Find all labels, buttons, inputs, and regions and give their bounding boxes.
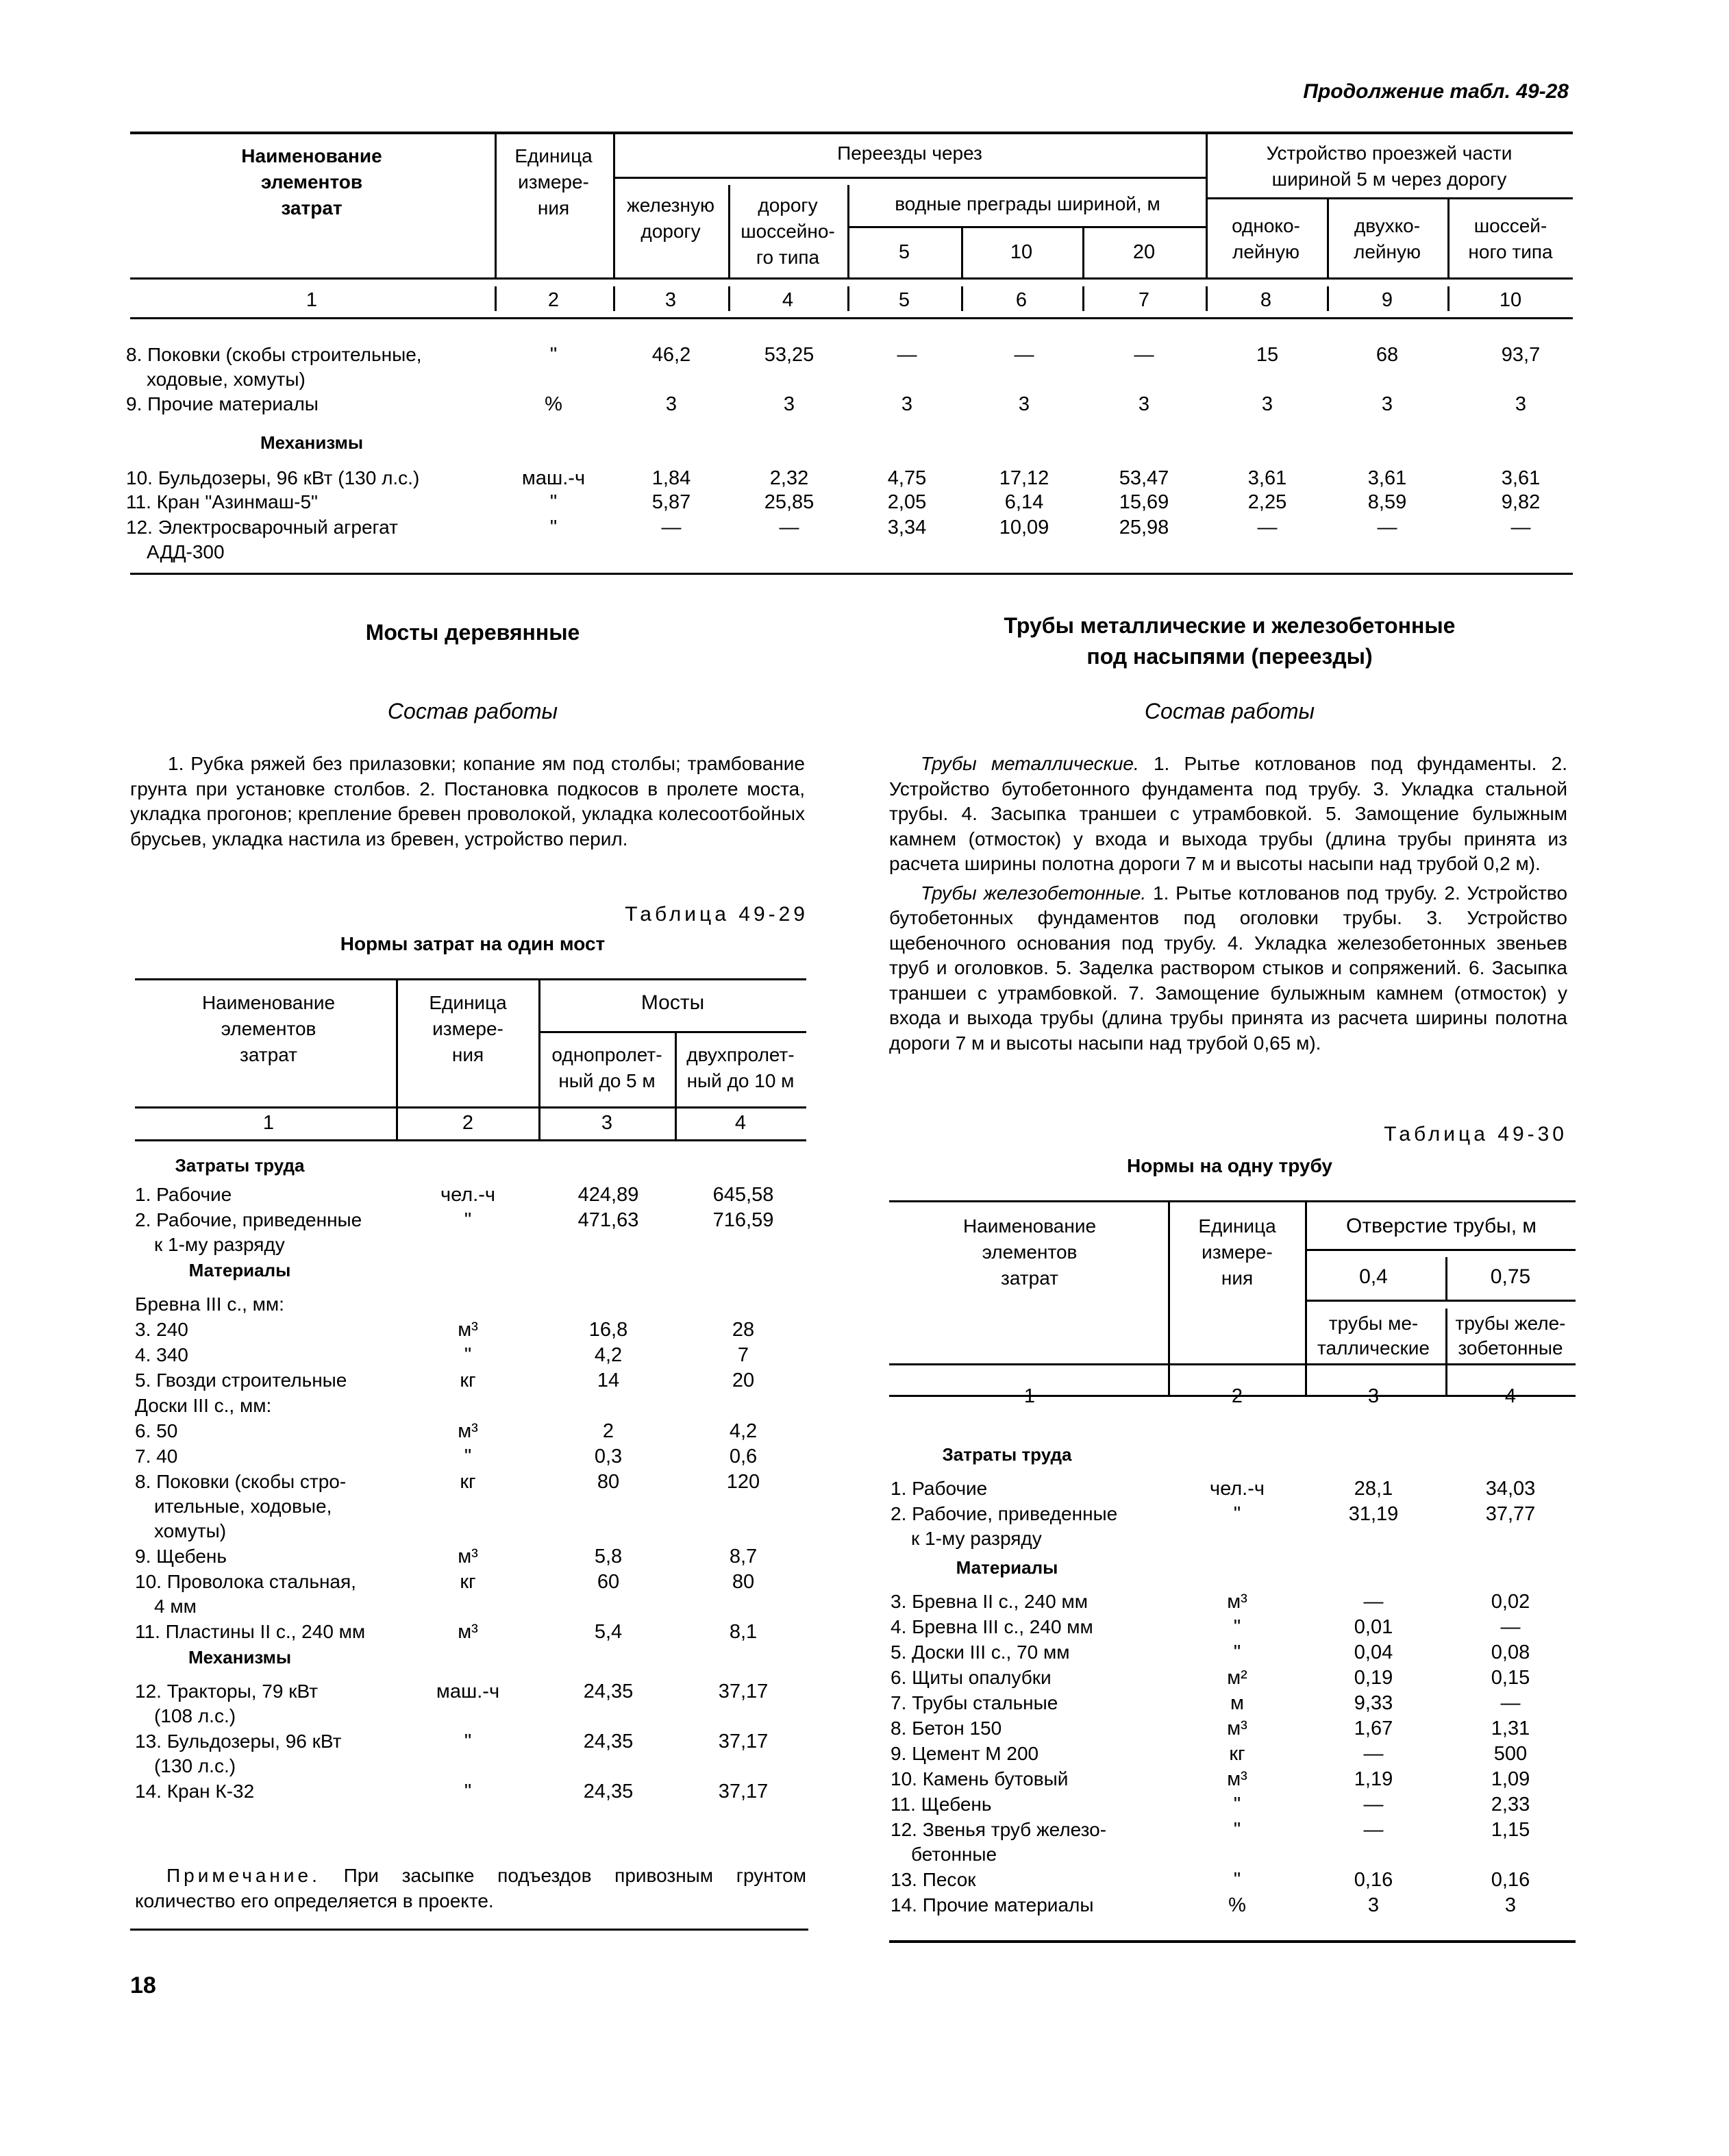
right-row-name: к 1-му разряду	[911, 1528, 1042, 1549]
right-row-name: 7. Трубы стальные	[891, 1692, 1058, 1713]
right-row-value: 0,16	[1354, 1869, 1393, 1891]
right-row-name: 4. Бревна III с., 240 мм	[891, 1616, 1093, 1637]
left-section-header: Затраты труда	[175, 1155, 305, 1176]
right-title-line-2: под насыпями (переезды)	[1086, 644, 1373, 669]
top-h-name: элементов	[260, 171, 363, 193]
top-h-width: 10	[1010, 241, 1033, 263]
left-col-num: 2	[462, 1112, 474, 1134]
right-row-unit: %	[1228, 1894, 1246, 1916]
top-row-value: 3	[665, 393, 677, 415]
right-work-text	[889, 752, 1567, 1056]
left-row-name: (130 л.с.)	[154, 1755, 236, 1776]
rc-text: 1. Рытье котлованов под трубу. 2. Устройство бутобетонных фундаментов под оголовки трубы. 3. Устройство щебеночного основания под трубу. 4. Укладка железобетонных звеньев труб и оголовков. 5. Заделка раствором стыков и сопряжений. 6. Засыпка траншеи с утрамбовкой. 7. Замощение булыжным камнем (отмосток) у входа и выхода трубы (длина трубы принята из расчета ширины полотна дороги 7 м и высоты насыпи над трубой 0,65 м).	[889, 882, 1568, 1054]
left-row-value: 716,59	[712, 1209, 774, 1231]
left-col-num: 3	[601, 1112, 613, 1134]
top-col-num: 5	[898, 289, 910, 311]
top-row-value: 8,59	[1367, 491, 1407, 513]
page-number: 18	[130, 1972, 156, 1998]
left-row-name: 4 мм	[154, 1596, 197, 1617]
top-row-value: 17,12	[999, 467, 1049, 489]
right-h-name: затрат	[1001, 1267, 1058, 1289]
right-row-value: —	[1363, 1794, 1384, 1816]
right-row-name: 9. Цемент М 200	[891, 1743, 1039, 1764]
left-h-unit: ния	[451, 1044, 484, 1065]
top-row-value: 6,14	[1004, 491, 1044, 513]
top-row-unit: "	[549, 517, 558, 538]
right-row-value: 2,33	[1491, 1794, 1530, 1816]
left-row-unit: "	[464, 1731, 472, 1752]
left-row-unit: чел.-ч	[440, 1184, 496, 1206]
top-row-unit: %	[545, 393, 562, 415]
top-h-name: Наименование	[241, 145, 382, 166]
top-row-value: 25,98	[1119, 517, 1169, 538]
left-row-value: 24,35	[583, 1781, 634, 1802]
right-row-unit: м	[1230, 1692, 1244, 1714]
right-col-num: 2	[1231, 1385, 1243, 1407]
note-label: Примечание.	[166, 1865, 321, 1886]
right-row-value: 0,16	[1491, 1869, 1530, 1891]
left-h-name: элементов	[221, 1018, 316, 1039]
right-row-unit: "	[1233, 1616, 1241, 1638]
top-row-value: 3	[1138, 393, 1150, 415]
top-row-value: —	[897, 344, 917, 366]
top-h-device: шириной 5 м через дорогу	[1271, 169, 1507, 190]
left-row-value: 0,3	[594, 1446, 623, 1467]
right-h-name: Наименование	[962, 1215, 1097, 1237]
right-row-value: 1,31	[1491, 1718, 1530, 1739]
top-col-num: 10	[1499, 289, 1522, 311]
top-row-unit: "	[549, 344, 558, 366]
right-row-name: 8. Бетон 150	[891, 1718, 1002, 1739]
top-h-width: 5	[898, 241, 910, 263]
right-row-unit: "	[1233, 1794, 1241, 1816]
top-col-num: 2	[547, 289, 560, 311]
top-row-value: 4,75	[887, 467, 927, 489]
right-row-value: —	[1363, 1591, 1384, 1613]
right-row-name: 6. Щиты опалубки	[891, 1667, 1052, 1688]
right-table-rule-header	[889, 1363, 1576, 1365]
left-row-value: 4,2	[729, 1420, 758, 1442]
top-h-rail: дорогу	[640, 221, 701, 242]
top-col-num: 9	[1381, 289, 1393, 311]
top-row-value: 2,05	[887, 491, 927, 513]
right-h-name: элементов	[982, 1241, 1078, 1263]
top-row-value: 68	[1376, 344, 1399, 366]
left-row-value: 5,8	[594, 1546, 623, 1568]
right-row-name: 12. Звенья труб железо-	[891, 1819, 1107, 1840]
top-row-value: 15,69	[1119, 491, 1169, 513]
left-row-name: 9. Щебень	[135, 1546, 227, 1567]
top-row-name: АДД-300	[147, 541, 225, 562]
top-row-value: —	[779, 517, 799, 538]
right-row-unit: м³	[1227, 1768, 1247, 1790]
left-row-name: (108 л.с.)	[154, 1705, 236, 1726]
left-row-value: 80	[597, 1471, 620, 1493]
top-table-rule-nums	[130, 317, 1573, 319]
top-row-name: 12. Электросварочный агрегат	[126, 517, 398, 538]
left-section-title: Мосты деревянные	[365, 620, 580, 645]
right-row-name: 2. Рабочие, приведенные	[891, 1503, 1118, 1524]
top-row-value: 3	[783, 393, 795, 415]
right-row-value: 37,77	[1485, 1503, 1536, 1525]
right-row-value: —	[1363, 1819, 1384, 1841]
top-h-rail: железную	[627, 195, 714, 216]
left-note-rule	[130, 1929, 808, 1931]
top-row-name: 11. Кран "Азинмаш-5"	[126, 491, 318, 512]
top-row-unit: маш.-ч	[521, 467, 586, 489]
top-h-road: шоссейно-	[741, 221, 835, 242]
top-h-double: двухко-	[1354, 215, 1421, 236]
right-row-unit: "	[1233, 1641, 1241, 1663]
left-row-value: 80	[732, 1571, 755, 1593]
left-col-num: 1	[262, 1112, 275, 1134]
top-row-value: 3	[1515, 393, 1527, 415]
top-row-value: 10,09	[999, 517, 1049, 538]
left-h-unit: измере-	[432, 1018, 503, 1039]
top-row-value: 3	[901, 393, 913, 415]
top-row-value: 5,87	[651, 491, 691, 513]
left-h-col4: ный до 10 м	[686, 1070, 795, 1091]
top-row-value: —	[1014, 344, 1034, 366]
top-row-value: 2,32	[769, 467, 809, 489]
right-row-unit: чел.-ч	[1209, 1478, 1265, 1500]
right-row-unit: м²	[1227, 1667, 1247, 1689]
left-row-unit: "	[464, 1781, 472, 1802]
left-row-value: 37,17	[718, 1731, 769, 1752]
left-row-value: 424,89	[577, 1184, 639, 1206]
right-h-opening: Отверстие трубы, м	[1345, 1215, 1537, 1237]
rc-label: Трубы железобетонные.	[921, 882, 1147, 904]
left-row-unit: кг	[460, 1370, 476, 1391]
left-section-header: Механизмы	[188, 1647, 292, 1668]
top-col-num: 3	[664, 289, 677, 311]
right-row-unit: "	[1233, 1819, 1241, 1841]
right-h-col3: таллические	[1317, 1337, 1430, 1359]
left-row-unit: "	[464, 1209, 472, 1231]
top-row-value: 3,34	[887, 517, 927, 538]
left-row-value: 645,58	[712, 1184, 774, 1206]
right-row-name: 3. Бревна II с., 240 мм	[891, 1591, 1089, 1612]
top-h-device: Устройство проезжей части	[1266, 143, 1513, 164]
left-h-col3: ный до 5 м	[558, 1070, 656, 1091]
left-row-name: к 1-му разряду	[154, 1234, 285, 1255]
left-row-name: хомуты)	[154, 1520, 227, 1541]
top-h-road: дорогу	[758, 195, 818, 216]
top-h-water: водные преграды шириной, м	[895, 193, 1160, 214]
right-row-value: —	[1500, 1616, 1521, 1638]
top-row-value: 15	[1256, 344, 1279, 366]
left-row-unit: "	[464, 1446, 472, 1467]
top-h-highway: шоссей-	[1473, 215, 1547, 236]
right-h-unit: Единица	[1198, 1215, 1276, 1237]
top-hline	[1206, 197, 1573, 199]
note-text: При засыпке подъездов привозным грунтом количество его определяется в проекте.	[135, 1865, 807, 1911]
top-table-rule-top	[130, 132, 1573, 134]
left-row-name: 6. 50	[135, 1420, 178, 1441]
right-title-line-1: Трубы металлические и железобетонные	[1004, 613, 1456, 638]
left-row-name: 3. 240	[135, 1319, 188, 1340]
left-row-value: 28	[732, 1319, 755, 1341]
top-row-value: —	[1134, 344, 1154, 366]
right-work-title: Состав работы	[1144, 699, 1315, 723]
left-row-name: 4. 340	[135, 1344, 188, 1365]
right-row-name: 13. Песок	[891, 1869, 976, 1890]
left-note	[135, 1863, 806, 1913]
left-row-unit: м³	[458, 1621, 478, 1643]
right-row-value: 0,04	[1354, 1641, 1393, 1663]
right-hline	[1305, 1300, 1576, 1302]
left-table-rule-header	[135, 1106, 806, 1108]
right-table-title: Нормы на одну трубу	[1126, 1155, 1332, 1176]
top-row-value: 3	[1261, 393, 1273, 415]
right-row-name: 10. Камень бутовый	[891, 1768, 1069, 1789]
right-row-value: 1,19	[1354, 1768, 1393, 1790]
top-h-single: одноко-	[1232, 215, 1300, 236]
right-row-value: 500	[1493, 1743, 1528, 1765]
left-row-value: 16,8	[588, 1319, 628, 1341]
right-row-name: бетонные	[911, 1844, 997, 1865]
right-col-num: 3	[1367, 1385, 1380, 1407]
top-row-value: 3,61	[1367, 467, 1407, 489]
right-col-num: 4	[1504, 1385, 1517, 1407]
right-row-unit: м³	[1227, 1718, 1247, 1739]
top-row-value: 25,85	[764, 491, 814, 513]
metal-text: 1. Рытье котлованов под фундаменты. 2. Устройство бутобетонного фундамента под трубу. 3. Укладка стальной трубы. 4. Засыпка траншеи с утрамбовкой. 5. Замощение булыжным камнем (отмосток) у входа и выхода трубы (длина трубы принята из расчета ширины полотна дороги 7 м и высоты насыпи над трубой 0,2 м).	[889, 753, 1568, 874]
top-col-num: 7	[1138, 289, 1150, 311]
left-table-title: Нормы затрат на один мост	[340, 933, 606, 954]
left-row-value: 0,6	[729, 1446, 758, 1467]
top-row-value: 53,47	[1119, 467, 1169, 489]
right-row-value: 0,19	[1354, 1667, 1393, 1689]
right-h-col4: зобетонные	[1458, 1337, 1563, 1359]
left-row-value: 7	[737, 1344, 749, 1366]
left-row-name: ительные, ходовые,	[154, 1496, 332, 1517]
left-row-value: 24,35	[583, 1731, 634, 1752]
metal-label: Трубы металлические.	[921, 753, 1139, 774]
right-table-rule-bottom	[889, 1940, 1576, 1943]
right-row-unit: "	[1233, 1869, 1241, 1891]
left-section-header: Материалы	[188, 1260, 291, 1280]
right-row-name: 5. Доски III с., 70 мм	[891, 1641, 1070, 1663]
right-row-unit: "	[1233, 1503, 1241, 1525]
top-row-name: 9. Прочие материалы	[126, 393, 319, 414]
left-row-value: 120	[726, 1471, 760, 1493]
top-row-value: 1,84	[651, 467, 691, 489]
left-row-unit: кг	[460, 1471, 476, 1493]
right-table-label: Таблица 49-30	[1384, 1123, 1567, 1145]
left-row-name: 11. Пластины II с., 240 мм	[135, 1621, 366, 1642]
top-row-value: —	[661, 517, 682, 538]
left-row-value: 24,35	[583, 1681, 634, 1702]
right-row-value: —	[1363, 1743, 1384, 1765]
left-row-unit: "	[464, 1344, 472, 1366]
left-row-value: 60	[597, 1571, 620, 1593]
left-row-name: 5. Гвозди строительные	[135, 1370, 347, 1391]
right-row-unit: м³	[1227, 1591, 1247, 1613]
top-h-crossings: Переезды через	[837, 143, 982, 164]
top-row-value: 3,61	[1247, 467, 1287, 489]
right-row-name: 1. Рабочие	[891, 1478, 988, 1499]
left-row-name: Бревна III с., мм:	[135, 1293, 284, 1315]
left-row-name: 8. Поковки (скобы стро-	[135, 1471, 347, 1492]
right-row-value: 0,08	[1491, 1641, 1530, 1663]
top-col-num: 6	[1015, 289, 1028, 311]
left-row-value: 8,1	[729, 1621, 758, 1643]
right-section-header: Затраты труда	[942, 1444, 1072, 1465]
top-h-highway: ного типа	[1468, 241, 1553, 262]
left-h-name: затрат	[240, 1044, 297, 1065]
top-row-value: 3	[1381, 393, 1393, 415]
left-row-name: 13. Бульдозеры, 96 кВт	[135, 1731, 342, 1752]
continuation-label: Продолжение табл. 49-28	[1303, 80, 1569, 103]
left-row-value: 37,17	[718, 1781, 769, 1802]
right-row-value: —	[1500, 1692, 1521, 1714]
right-h-size: 0,4	[1359, 1265, 1388, 1288]
left-table-label: Таблица 49-29	[625, 903, 808, 926]
left-row-value: 4,2	[594, 1344, 623, 1366]
left-row-name: 2. Рабочие, приведенные	[135, 1209, 362, 1230]
top-h-unit: измере-	[518, 171, 589, 193]
left-row-unit: м³	[458, 1546, 478, 1568]
top-row-unit: "	[549, 491, 558, 513]
left-work-title: Состав работы	[387, 699, 558, 723]
left-row-unit: кг	[460, 1571, 476, 1593]
top-h-width: 20	[1132, 241, 1156, 263]
right-row-value: 0,02	[1491, 1591, 1530, 1613]
top-row-value: —	[1510, 517, 1531, 538]
left-row-value: 5,4	[594, 1621, 623, 1643]
right-h-unit: измере-	[1202, 1241, 1273, 1263]
top-vline	[1447, 199, 1450, 278]
top-row-name: 10. Бульдозеры, 96 кВт (130 л.с.)	[126, 467, 420, 488]
right-row-value: 28,1	[1354, 1478, 1393, 1500]
right-table-rule-top	[889, 1200, 1576, 1202]
left-row-unit: м³	[458, 1420, 478, 1442]
top-table-rule-header	[130, 277, 1573, 280]
top-h-single: лейную	[1232, 241, 1299, 262]
left-row-unit: маш.-ч	[436, 1681, 500, 1702]
top-col-num: 1	[306, 289, 318, 311]
left-row-name: 1. Рабочие	[135, 1184, 232, 1205]
right-row-value: 0,01	[1354, 1616, 1393, 1638]
top-row-name: 8. Поковки (скобы строительные,	[126, 344, 422, 365]
right-section-header: Материалы	[956, 1557, 1058, 1578]
left-row-name: 10. Проволока стальная,	[135, 1571, 356, 1592]
left-h-bridges: Мосты	[640, 991, 705, 1014]
left-row-value: 14	[597, 1370, 620, 1391]
right-row-name: 14. Прочие материалы	[891, 1894, 1094, 1916]
right-h-col3: трубы ме-	[1328, 1313, 1419, 1334]
left-row-name: 12. Тракторы, 79 кВт	[135, 1681, 319, 1702]
top-row-value: 9,82	[1501, 491, 1541, 513]
right-row-value: 1,15	[1491, 1819, 1530, 1841]
right-row-value: 9,33	[1354, 1692, 1393, 1714]
left-row-name: 14. Кран К-32	[135, 1781, 255, 1802]
right-row-unit: кг	[1229, 1743, 1245, 1765]
left-h-unit: Единица	[429, 992, 507, 1013]
top-col-num: 4	[782, 289, 794, 311]
right-h-size: 0,75	[1490, 1265, 1531, 1288]
top-h-unit: ния	[537, 197, 570, 219]
right-row-value: 1,09	[1491, 1768, 1530, 1790]
left-table-rule-nums	[135, 1139, 806, 1141]
left-h-name: Наименование	[201, 992, 336, 1013]
top-row-value: —	[1257, 517, 1278, 538]
top-row-value: 3,61	[1501, 467, 1541, 489]
left-row-value: 20	[732, 1370, 755, 1391]
top-table-rule-bottom	[130, 573, 1573, 575]
left-row-value: 471,63	[577, 1209, 639, 1231]
left-h-col4: двухпролет-	[686, 1044, 795, 1065]
right-row-value: 3	[1367, 1894, 1380, 1916]
right-row-value: 31,19	[1348, 1503, 1399, 1525]
left-row-value: 2	[602, 1420, 614, 1442]
right-row-name: 11. Щебень	[891, 1794, 992, 1815]
top-row-value: 2,25	[1247, 491, 1287, 513]
left-row-name: Доски III с., мм:	[135, 1395, 272, 1416]
left-work-text: 1. Рубка ряжей без прилазовки; копание ям под столбы; трамбование грунта при установке столбов. 2. Постановка подкосов в пролете моста, укладка прогонов; крепление бревен проволокой, укладка колесоотбойных брусьев, укладка настила из бревен, устройство перил.	[130, 753, 805, 850]
right-row-value: 1,67	[1354, 1718, 1393, 1739]
left-col-num: 4	[734, 1112, 747, 1134]
right-h-unit: ния	[1221, 1267, 1254, 1289]
top-vline	[1327, 199, 1329, 278]
top-col-num: 8	[1260, 289, 1272, 311]
top-row-value: 93,7	[1501, 344, 1541, 366]
left-h-col3: однопролет-	[551, 1044, 662, 1065]
right-col-num: 1	[1023, 1385, 1036, 1407]
top-row-value: 3	[1018, 393, 1030, 415]
top-h-unit: Единица	[514, 145, 593, 166]
right-row-value: 0,15	[1491, 1667, 1530, 1689]
left-row-value: 8,7	[729, 1546, 758, 1568]
top-row-value: 53,25	[764, 344, 814, 366]
top-row-value: —	[1377, 517, 1397, 538]
left-row-unit: м³	[458, 1319, 478, 1341]
right-h-col4: трубы желе-	[1455, 1313, 1566, 1334]
top-h-name: затрат	[281, 197, 343, 219]
top-row-name: ходовые, хомуты)	[147, 369, 306, 390]
right-row-value: 34,03	[1485, 1478, 1536, 1500]
left-row-name: 7. 40	[135, 1446, 178, 1467]
top-h-road: го типа	[756, 247, 820, 268]
left-row-value: 37,17	[718, 1681, 769, 1702]
right-row-value: 3	[1504, 1894, 1517, 1916]
top-mech-header: Механизмы	[260, 432, 364, 453]
top-row-value: 46,2	[651, 344, 691, 366]
top-h-double: лейную	[1353, 241, 1421, 262]
left-table-rule-top	[135, 978, 806, 980]
